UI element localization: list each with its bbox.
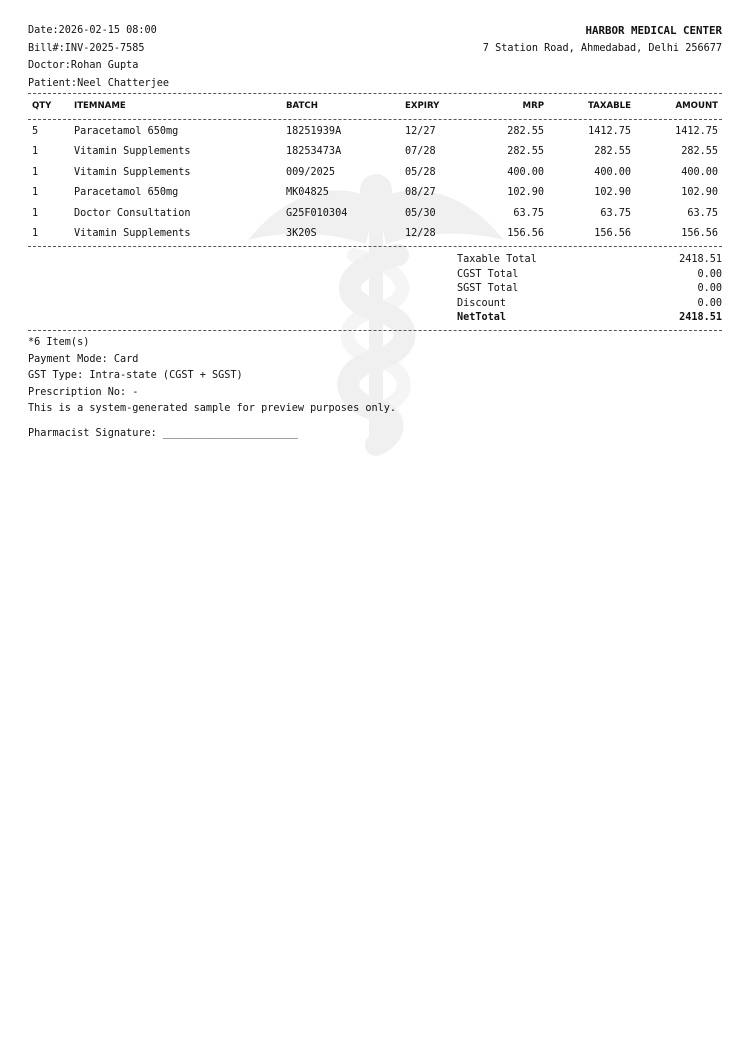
row-batch: MK04825 bbox=[286, 187, 329, 199]
divider bbox=[28, 246, 722, 247]
row-taxable: 102.90 bbox=[594, 187, 631, 199]
table-row bbox=[28, 183, 722, 203]
column-header-qty: QTY bbox=[32, 101, 52, 111]
row-item-name: Vitamin Supplements bbox=[74, 227, 191, 239]
cgst-total-value: 0.00 bbox=[697, 268, 722, 280]
row-amount: 102.90 bbox=[681, 187, 718, 199]
table-row bbox=[28, 122, 722, 142]
patient-name: Patient:Neel Chatterjee bbox=[28, 77, 170, 89]
row-batch: G25F010304 bbox=[286, 207, 348, 219]
row-mrp: 156.56 bbox=[507, 227, 544, 239]
column-header-batch: BATCH bbox=[286, 101, 318, 111]
prescription-number: Prescription No: - bbox=[28, 386, 139, 398]
row-qty: 1 bbox=[32, 207, 39, 219]
row-qty: 1 bbox=[32, 166, 39, 178]
row-taxable: 400.00 bbox=[594, 166, 631, 178]
table-header bbox=[28, 94, 722, 119]
row-mrp: 282.55 bbox=[507, 146, 544, 158]
row-expiry: 12/28 bbox=[405, 227, 436, 239]
row-mrp: 282.55 bbox=[507, 126, 544, 137]
discount-value: 0.00 bbox=[697, 297, 722, 309]
discount-row bbox=[457, 297, 722, 312]
column-header-amount: AMOUNT bbox=[675, 101, 718, 111]
row-expiry: 05/30 bbox=[405, 207, 436, 219]
row-item-name: Paracetamol 650mg bbox=[74, 126, 179, 137]
net-total-value: 2418.51 bbox=[679, 312, 722, 324]
divider bbox=[28, 330, 722, 331]
table-row bbox=[28, 224, 722, 244]
pharmacist-signature: Pharmacist Signature: ______________________ bbox=[28, 428, 298, 439]
table-body bbox=[28, 119, 722, 244]
clinic-info bbox=[483, 22, 722, 57]
table-row bbox=[28, 204, 722, 224]
row-expiry: 08/27 bbox=[405, 187, 436, 199]
payment-mode: Payment Mode: Card bbox=[28, 353, 139, 365]
row-qty: 1 bbox=[32, 227, 39, 239]
taxable-total-row bbox=[457, 253, 722, 268]
table-row bbox=[28, 142, 722, 162]
row-expiry: 12/27 bbox=[405, 126, 436, 137]
column-header-mrp: MRP bbox=[522, 101, 544, 111]
row-batch: 18251939A bbox=[286, 126, 342, 137]
row-amount: 282.55 bbox=[681, 146, 718, 158]
row-qty: 1 bbox=[32, 187, 39, 199]
sgst-total-label: SGST Total bbox=[457, 283, 519, 295]
clinic-address: 7 Station Road, Ahmedabad, Delhi 256677 bbox=[482, 43, 722, 54]
bill-date: Date:2026-02-15 08:00 bbox=[28, 25, 157, 36]
bill-number: Bill#:INV-2025-7585 bbox=[28, 42, 145, 54]
row-expiry: 07/28 bbox=[405, 146, 436, 158]
items-table bbox=[28, 94, 722, 244]
column-header-itemname: ITEMNAME bbox=[74, 101, 126, 111]
row-batch: 009/2025 bbox=[286, 166, 336, 178]
cgst-total-label: CGST Total bbox=[457, 268, 519, 280]
row-item-name: Vitamin Supplements bbox=[74, 166, 191, 178]
sgst-total-row bbox=[457, 282, 722, 297]
net-total-row bbox=[457, 311, 722, 326]
column-header-taxable: TAXABLE bbox=[587, 101, 631, 111]
net-total-label: NetTotal bbox=[457, 312, 507, 324]
bill-footer bbox=[28, 335, 396, 418]
table-row bbox=[28, 163, 722, 183]
row-mrp: 400.00 bbox=[507, 166, 544, 178]
row-qty: 1 bbox=[32, 146, 39, 158]
row-item-name: Vitamin Supplements bbox=[74, 146, 191, 158]
row-amount: 156.56 bbox=[681, 227, 718, 239]
row-item-name: Paracetamol 650mg bbox=[74, 187, 179, 199]
column-header-expiry: EXPIRY bbox=[405, 101, 440, 111]
clinic-name: HARBOR MEDICAL CENTER bbox=[585, 24, 722, 37]
row-expiry: 05/28 bbox=[405, 166, 436, 178]
row-amount: 63.75 bbox=[687, 207, 718, 219]
totals-block bbox=[457, 253, 722, 326]
sgst-total-value: 0.00 bbox=[697, 283, 722, 295]
taxable-total-label: Taxable Total bbox=[457, 254, 537, 265]
row-batch: 3K20S bbox=[286, 227, 317, 239]
gst-type: GST Type: Intra-state (CGST + SGST) bbox=[28, 370, 243, 382]
disclaimer-note: This is a system-generated sample for preview purposes only. bbox=[28, 403, 397, 415]
taxable-total-value: 2418.51 bbox=[679, 254, 722, 265]
row-amount: 400.00 bbox=[681, 166, 718, 178]
item-count: *6 Item(s) bbox=[28, 337, 90, 348]
row-batch: 18253473A bbox=[286, 146, 342, 158]
discount-label: Discount bbox=[457, 297, 507, 309]
row-taxable: 63.75 bbox=[600, 207, 631, 219]
row-mrp: 63.75 bbox=[513, 207, 544, 219]
doctor-name: Doctor:Rohan Gupta bbox=[28, 60, 139, 71]
row-amount: 1412.75 bbox=[675, 126, 718, 137]
row-qty: 5 bbox=[32, 126, 39, 137]
row-taxable: 1412.75 bbox=[588, 126, 631, 137]
bill-meta bbox=[28, 22, 169, 92]
row-mrp: 102.90 bbox=[507, 187, 544, 199]
row-taxable: 282.55 bbox=[594, 146, 631, 158]
row-taxable: 156.56 bbox=[594, 227, 631, 239]
cgst-total-row bbox=[457, 268, 722, 283]
row-item-name: Doctor Consultation bbox=[74, 207, 191, 219]
